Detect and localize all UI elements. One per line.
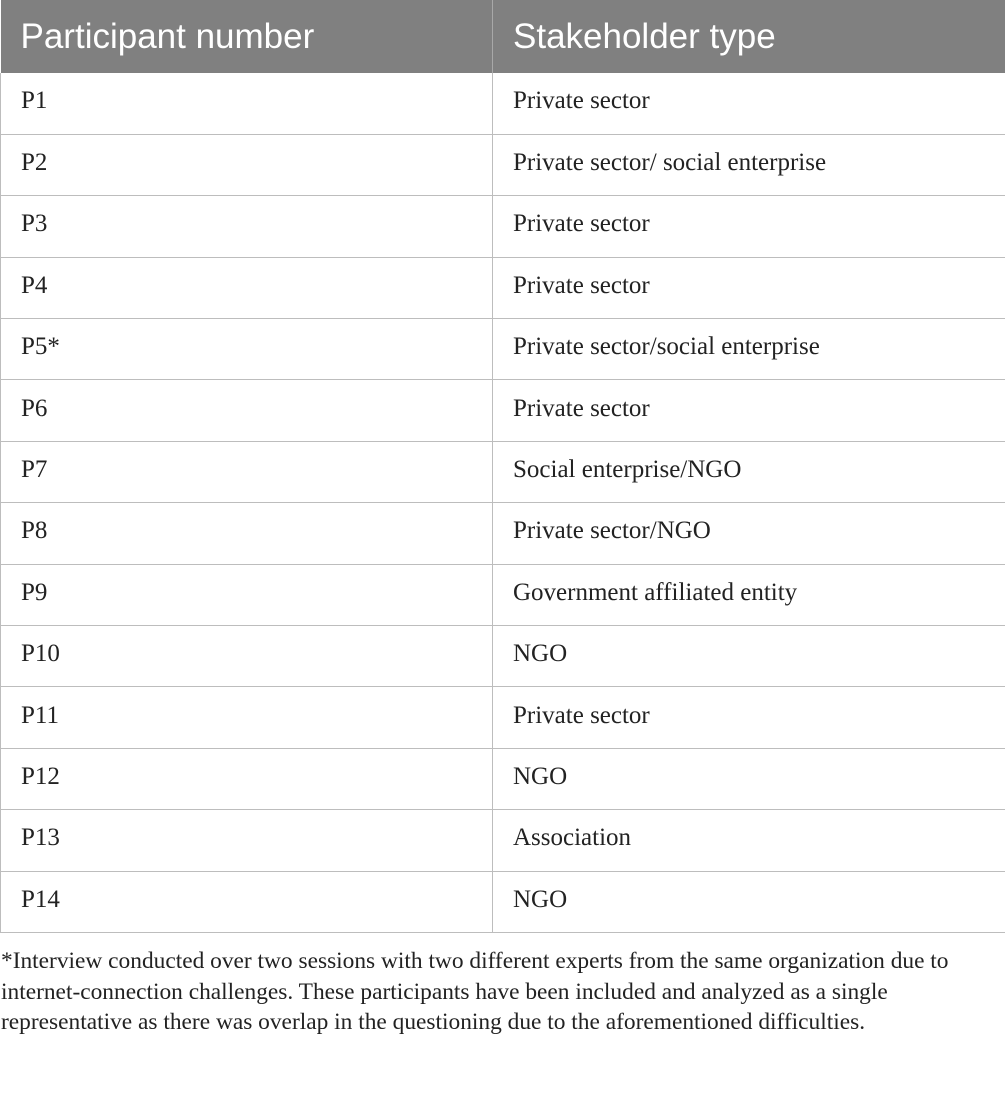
participant-cell: P1: [1, 73, 493, 134]
stakeholder-cell: Government affiliated entity: [493, 564, 1005, 625]
participant-cell: P3: [1, 196, 493, 257]
stakeholder-cell: Private sector: [493, 380, 1005, 441]
table-row: [1, 257, 1005, 318]
table-row: [1, 73, 1005, 134]
stakeholder-cell: NGO: [493, 626, 1005, 687]
table-row: [1, 748, 1005, 809]
table-row: [1, 380, 1005, 441]
table-body: [1, 73, 1005, 932]
participant-cell: P2: [1, 134, 493, 195]
participant-cell: P14: [1, 871, 493, 932]
stakeholder-cell: NGO: [493, 748, 1005, 809]
table-row: [1, 196, 1005, 257]
stakeholder-cell: Private sector/ social enterprise: [493, 134, 1005, 195]
participant-cell: P6: [1, 380, 493, 441]
header-participant-number: Participant number: [1, 0, 493, 73]
participant-cell: P10: [1, 626, 493, 687]
stakeholder-cell: Association: [493, 810, 1005, 871]
table-footnote: *Interview conducted over two sessions with two different experts from the same organization due to internet-connection challenges. These participants have been included and analyzed as a single representative as there was overlap in the questioning due to the aforementioned difficulties.: [1, 948, 949, 1035]
stakeholder-cell: Social enterprise/NGO: [493, 441, 1005, 502]
table-row: [1, 871, 1005, 932]
stakeholder-cell: Private sector/social enterprise: [493, 319, 1005, 380]
table-header: [1, 0, 1005, 73]
table-row: [1, 503, 1005, 564]
participant-cell: P13: [1, 810, 493, 871]
participant-cell: P4: [1, 257, 493, 318]
table-row: [1, 441, 1005, 502]
table-row: [1, 810, 1005, 871]
participant-cell: P8: [1, 503, 493, 564]
table-row: [1, 564, 1005, 625]
participant-cell: P9: [1, 564, 493, 625]
table-row: [1, 319, 1005, 380]
header-row: [1, 0, 1005, 73]
stakeholder-cell: Private sector: [493, 687, 1005, 748]
participant-cell: P7: [1, 441, 493, 502]
stakeholder-cell: NGO: [493, 871, 1005, 932]
stakeholder-cell: Private sector: [493, 196, 1005, 257]
participant-cell: P5*: [1, 319, 493, 380]
table-row: [1, 687, 1005, 748]
stakeholder-cell: Private sector/NGO: [493, 503, 1005, 564]
table-row: [1, 134, 1005, 195]
table-row: [1, 626, 1005, 687]
participant-cell: P12: [1, 748, 493, 809]
stakeholder-cell: Private sector: [493, 73, 1005, 134]
header-stakeholder-type: Stakeholder type: [493, 0, 1005, 73]
participant-cell: P11: [1, 687, 493, 748]
stakeholder-cell: Private sector: [493, 257, 1005, 318]
